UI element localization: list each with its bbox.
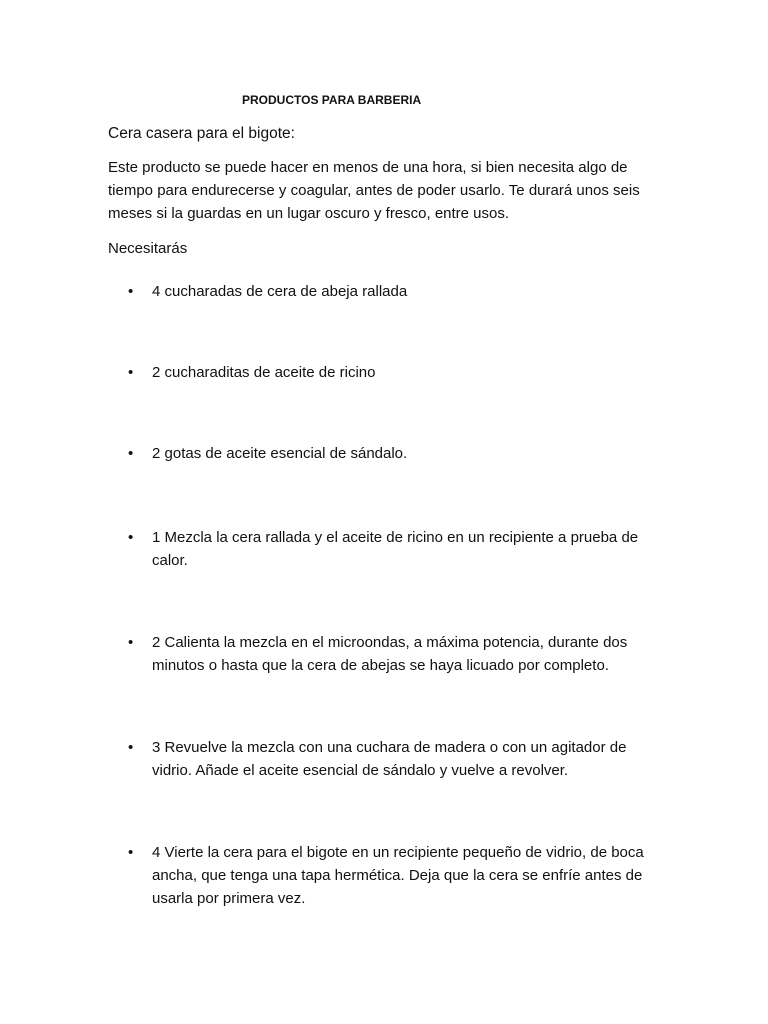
list-item-text: 3 Revuelve la mezcla con una cuchara de madera o con un agitador de vidrio. Añade el aceite esencial de sándalo y vuelve a revolver. (152, 739, 627, 779)
list-item-text: 2 gotas de aceite esencial de sándalo. (152, 445, 408, 462)
bullet-icon: • (128, 529, 134, 546)
list-item-text: 2 Calienta la mezcla en el microondas, a máxima potencia, durante dos minutos o hasta que la cera de abejas se haya licuado por completo. (152, 634, 628, 674)
needs-label: Necesitarás (108, 240, 188, 257)
section-subtitle: Cera casera para el bigote: (108, 125, 295, 142)
bullet-icon: • (128, 364, 134, 381)
list-item-text: 1 Mezcla la cera rallada y el aceite de ricino en un recipiente a prueba de calor. (152, 529, 639, 569)
bullet-icon: • (128, 844, 134, 861)
list-item-text: 2 cucharaditas de aceite de ricino (152, 364, 376, 381)
bullet-icon: • (128, 445, 134, 462)
bullet-icon: • (128, 739, 134, 756)
bullet-icon: • (128, 283, 134, 300)
page-title: PRODUCTOS PARA BARBERIA (242, 93, 422, 107)
list-item-text: 4 Vierte la cera para el bigote en un recipiente pequeño de vidrio, de boca ancha, que tenga una tapa hermética. Deja que la cera se enfríe antes de usarla por primera vez. (152, 844, 644, 907)
intro-paragraph: Este producto se puede hacer en menos de una hora, si bien necesita algo de tiempo para endurecerse y coagular, antes de poder usarlo. Te durará unos seis meses si la guardas en un lugar oscuro y fresco, entre usos. (108, 159, 640, 222)
bullet-icon: • (128, 634, 134, 651)
list-item-text: 4 cucharadas de cera de abeja rallada (152, 283, 408, 300)
